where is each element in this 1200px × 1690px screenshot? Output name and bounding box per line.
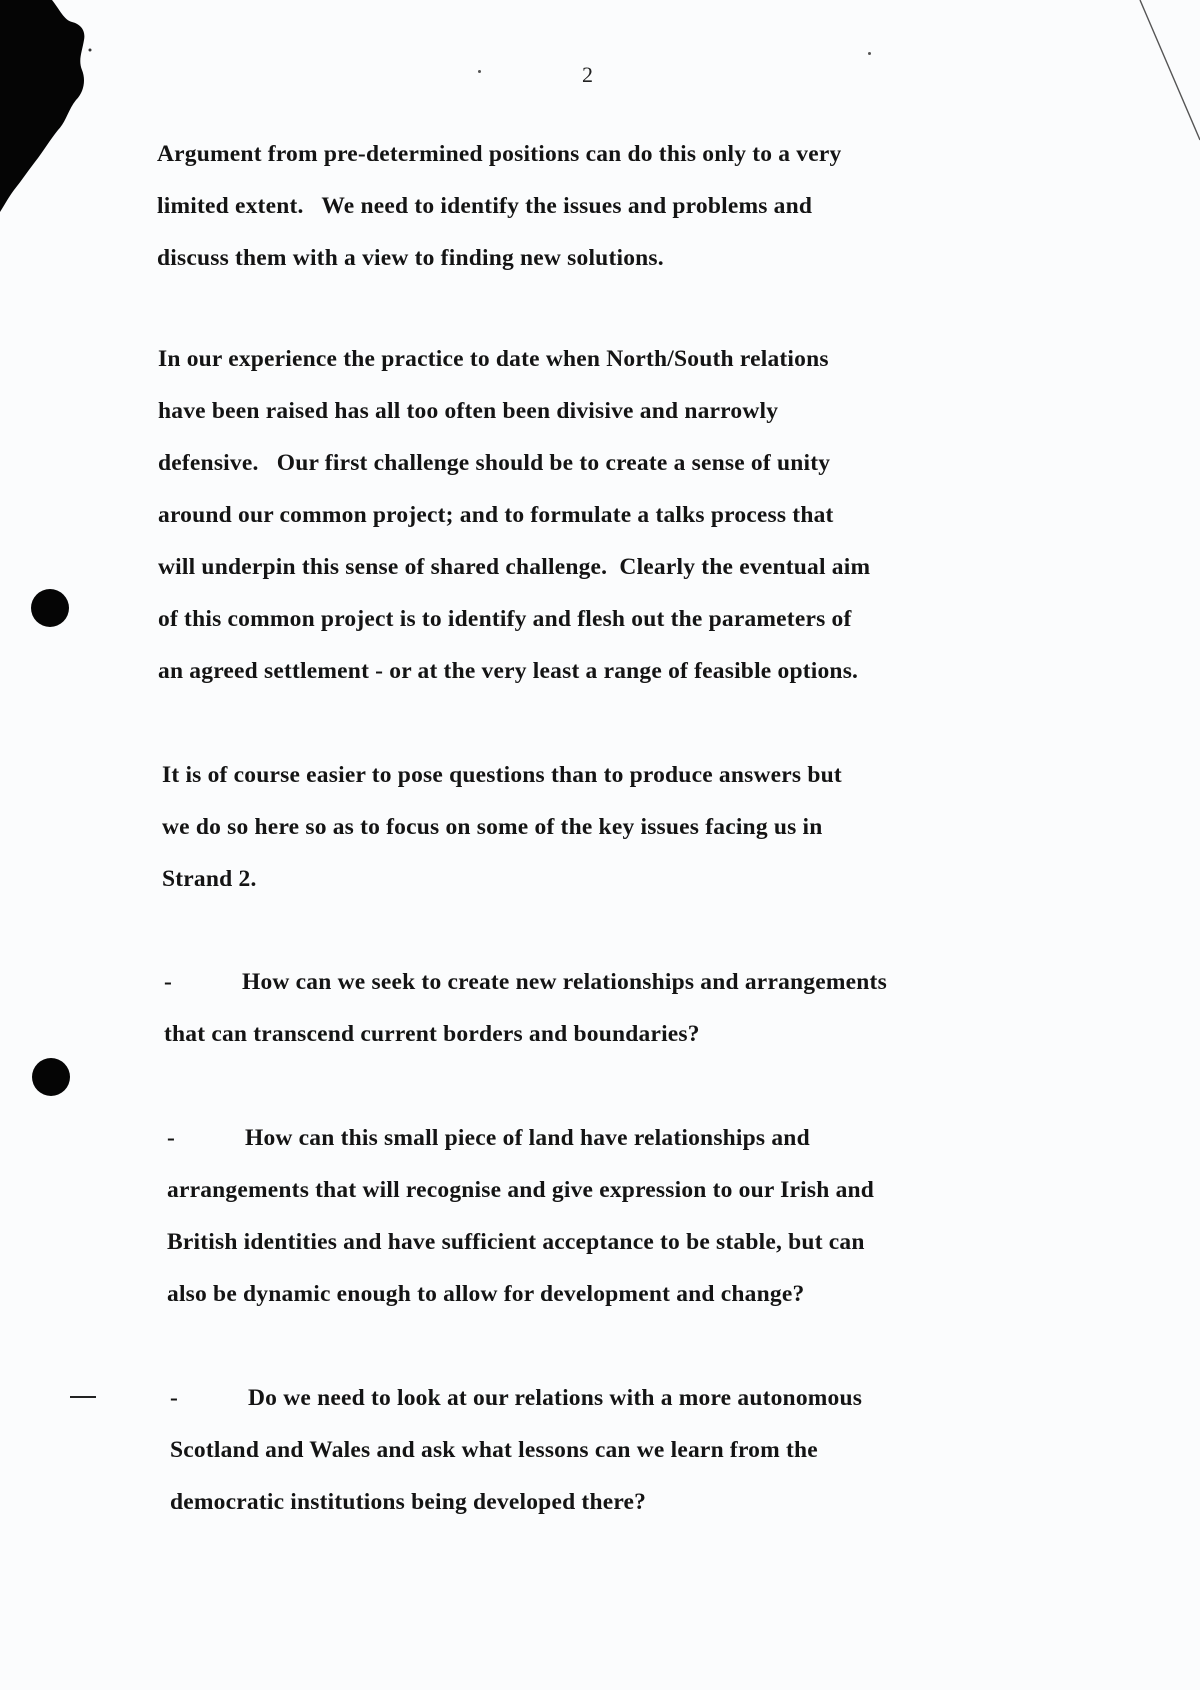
text-line: around our common project; and to formulate a talks process that: [158, 502, 834, 528]
punch-hole: [31, 589, 69, 627]
text-line: also be dynamic enough to allow for development and change?: [167, 1281, 805, 1307]
text-line: limited extent. We need to identify the issues and problems and: [157, 193, 813, 219]
bullet-dash: -: [170, 1385, 179, 1411]
text-line: will underpin this sense of shared challenge. Clearly the eventual aim: [158, 554, 871, 580]
margin-mark: [70, 1396, 96, 1398]
text-line: Strand 2.: [162, 866, 257, 892]
text-line: [170, 1372, 1070, 1424]
text-line: arrangements that will recognise and give expression to our Irish and: [167, 1177, 875, 1203]
text-line: we do so here so as to focus on some of the key issues facing us in: [162, 814, 823, 840]
text-line: have been raised has all too often been divisive and narrowly: [158, 398, 779, 424]
text-line: an agreed settlement - or at the very least a range of feasible options.: [158, 658, 859, 684]
question-text: How can this small piece of land have relationships and: [245, 1125, 810, 1151]
page-edge-line: [1110, 0, 1200, 150]
text-line: discuss them with a view to finding new solutions.: [157, 245, 664, 271]
text-line: In our experience the practice to date when North/South relations: [158, 346, 829, 372]
paragraph-questions-intro: [162, 749, 1062, 905]
paragraph-experience: [158, 333, 1058, 697]
punch-hole: [32, 1058, 70, 1096]
text-line: defensive. Our first challenge should be to create a sense of unity: [158, 450, 831, 476]
scan-blotch: [0, 0, 95, 215]
scan-speck: [478, 70, 481, 73]
paragraph-argument: [157, 128, 1057, 284]
text-line: [164, 956, 1064, 1008]
text-line: that can transcend current borders and boundaries?: [164, 1021, 700, 1047]
text-line: Argument from pre-determined positions can do this only to a very: [157, 141, 842, 167]
question-text: How can we seek to create new relationships and arrangements: [242, 969, 887, 995]
text-line: of this common project is to identify and flesh out the parameters of: [158, 606, 852, 632]
page-number: 2: [582, 62, 593, 87]
text-line: democratic institutions being developed there?: [170, 1489, 647, 1515]
bullet-dash: -: [164, 969, 173, 995]
text-line: British identities and have sufficient acceptance to be stable, but can: [167, 1229, 865, 1255]
scan-speck: [868, 52, 871, 55]
question-text: Do we need to look at our relations with a more autonomous: [248, 1385, 863, 1411]
text-line: [167, 1112, 1067, 1164]
question-identities: [167, 1112, 1067, 1320]
bullet-dash: -: [167, 1125, 176, 1151]
text-line: Scotland and Wales and ask what lessons can we learn from the: [170, 1437, 818, 1463]
question-scotland-wales: [170, 1372, 1070, 1528]
question-borders: [164, 956, 1064, 1060]
text-line: It is of course easier to pose questions than to produce answers but: [162, 762, 842, 788]
